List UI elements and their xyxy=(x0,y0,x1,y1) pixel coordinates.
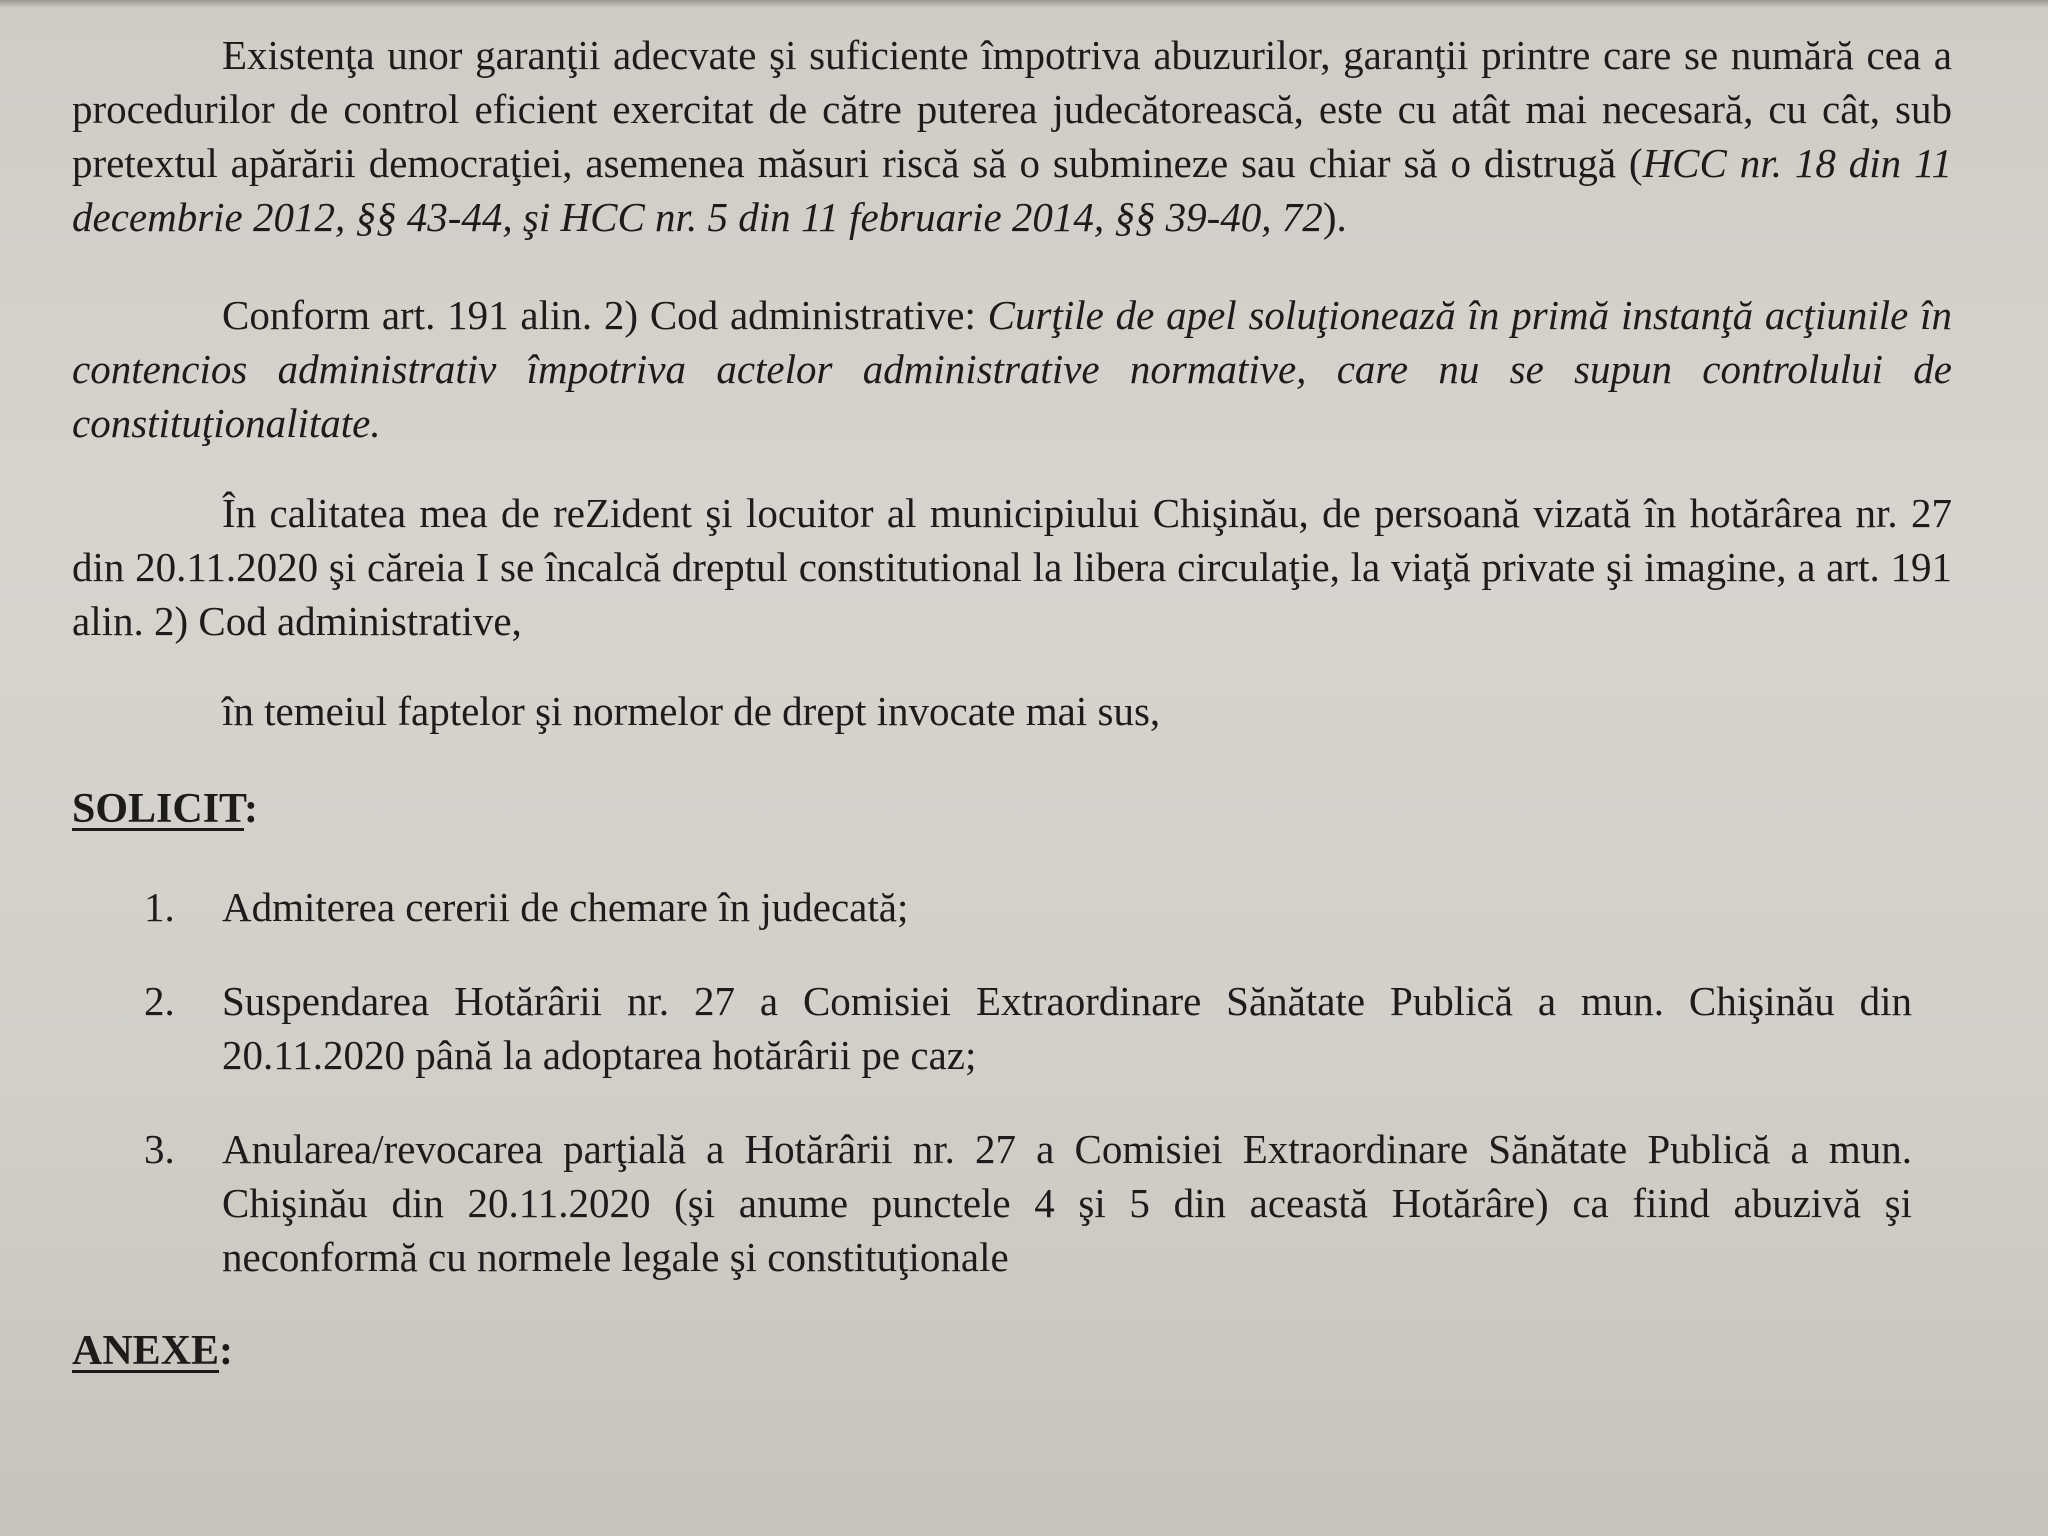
paragraph-legal-basis xyxy=(72,684,1952,738)
list-item-number: 2. xyxy=(144,978,175,1024)
solicit-heading xyxy=(72,782,1952,836)
paragraph-guarantees-tail: ). xyxy=(1322,194,1347,240)
list-item-text: Anularea/revocarea parţială a Hotărârii nr. 27 a Comisiei Extraordinare Sănătate Publică a mun. Chişinău din 20.11.2020 (şi anume punctele 4 şi 5 din această Hotărâre) ca fiind abuzivă şi neconformă cu normele legale şi constituţionale xyxy=(222,1126,1912,1280)
solicit-heading-suffix: : xyxy=(243,786,258,832)
list-item-number: 3. xyxy=(144,1126,175,1172)
paragraph-code-article xyxy=(72,288,1952,450)
solicit-heading-label: SOLICIT xyxy=(72,786,244,832)
list-item-number: 1. xyxy=(144,884,175,930)
list-item-text: Admiterea cererii de chemare în judecată; xyxy=(222,884,909,930)
paragraph-resident-status-text: În calitatea mea de reZident şi locuitor al municipiului Chişinău, de persoană vizată în hotărârea nr. 27 din 20.11.2020 şi căreia I se încalcă dreptul constitutional la libera circulaţie, la viaţă private şi imagine, a art. 191 alin. 2) Cod administrative, xyxy=(72,490,1952,644)
paragraph-guarantees-text: Existenţa unor garanţii adecvate şi suficiente împotriva abuzurilor, garanţii printre care se numără cea a procedurilor de control eficient exercitat de către puterea judecătorească, este cu atât mai necesară, cu cât, sub pretextul apărării democraţiei, asemenea măsuri riscă să o submineze sau chiar să o distrugă ( xyxy=(72,32,1952,186)
list-item xyxy=(72,974,1952,1082)
paragraph-guarantees-citation: HCC nr. 18 din 11 decembrie 2012, §§ 43-44, şi HCC nr. 5 din 11 februarie 2014, §§ 39-40, 72 xyxy=(72,140,1952,240)
list-item-text: Suspendarea Hotărârii nr. 27 a Comisiei Extraordinare Sănătate Publică a mun. Chişinău din 20.11.2020 până la adoptarea hotărârii pe caz; xyxy=(222,978,1912,1078)
paragraph-legal-basis-text: în temeiul faptelor şi normelor de drept invocate mai sus, xyxy=(222,688,1161,734)
paragraph-code-article-text: Conform art. 191 alin. 2) Cod administrative: xyxy=(222,292,988,338)
page-top-edge xyxy=(0,0,2048,8)
request-list xyxy=(72,880,1952,1284)
anexe-heading xyxy=(72,1324,1952,1378)
document-body xyxy=(72,28,1952,1378)
list-item xyxy=(72,880,1952,934)
anexe-heading-suffix: : xyxy=(219,1328,234,1374)
paragraph-resident-status xyxy=(72,486,1952,648)
list-item xyxy=(72,1122,1952,1284)
paragraph-code-article-quote: Curţile de apel soluţionează în primă instanţă acţiunile în contencios administrativ împotriva actelor administrative normative, care nu se supun controlului de constituţionalitate. xyxy=(72,292,1952,446)
anexe-heading-label: ANEXE xyxy=(72,1328,220,1374)
paragraph-guarantees xyxy=(72,28,1952,244)
